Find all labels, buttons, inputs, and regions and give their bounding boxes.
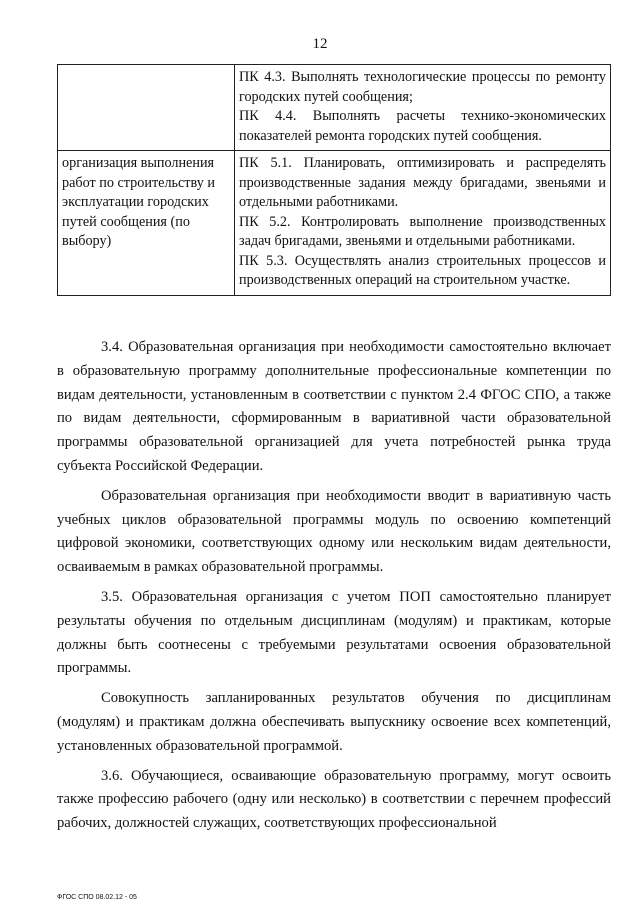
body-text <box>57 336 611 842</box>
paragraph: 3.6. Обучающиеся, осваивающие образовательную программу, могут освоить также профессию рабочего (одну или несколько) в соответствии с перечнем профессий рабочих, должностей служащих, соответствующих профессиональной <box>57 767 611 832</box>
paragraph: 3.4. Образовательная организация при необходимости самостоятельно включает в образовательную программу дополнительные профессиональные компетенции по видам деятельности, установленным в соответствии с пунктом 2.4 ФГОС СПО, а также по видам деятельности, сформированным в вариативной части образовательной программы образовательной организацией для учета потребностей рынка труда субъекта Российской Федерации. <box>57 339 611 474</box>
paragraph: Совокупность запланированных результатов обучения по дисциплинам (модулям) и практикам должна обеспечивать выпускнику освоение всех компетенций, установленных образовательной программой. <box>57 690 611 754</box>
activity-cell: организация выполнения работ по строительству и эксплуатации городских путей сообщения (по выбору) <box>58 151 235 296</box>
document-code-footer: ФГОС СПО 08.02.12 - 05 <box>57 894 137 901</box>
pk-item: ПК 4.3. Выполнять технологические процессы по ремонту городских путей сообщения; <box>239 69 606 105</box>
competencies-table <box>57 64 611 296</box>
paragraph: Образовательная организация при необходимости вводит в вариативную часть учебных циклов образовательной программы модуль по освоению компетенций цифровой экономики, соответствующих одному или нескольким видам деятельности, осваиваемым в рамках образовательной программы. <box>57 487 611 576</box>
table-row <box>58 65 611 151</box>
pk-item: ПК 4.4. Выполнять расчеты технико-экономических показателей ремонта городских путей сообщения. <box>239 108 606 144</box>
paragraph: 3.5. Образовательная организация с учетом ПОП самостоятельно планирует результаты обучения по отдельным дисциплинам (модулям) и практикам, которые должны быть соотнесены с требуемыми результатами освоения образовательной программы. <box>57 588 611 677</box>
pk-item: ПК 5.3. Осуществлять анализ строительных процессов и производственных операций на строительном участке. <box>239 252 606 288</box>
table-row <box>58 151 611 296</box>
pk-item: ПК 5.2. Контролировать выполнение производственных задач бригадами, звеньями и отдельными работниками. <box>239 213 606 249</box>
pk-cell <box>235 151 611 296</box>
page-number: 12 <box>312 36 328 52</box>
pk-item: ПК 5.1. Планировать, оптимизировать и распределять производственные задания между бригадами, звеньями и отдельными работниками. <box>239 155 606 210</box>
pk-cell <box>235 65 611 151</box>
activity-cell <box>58 65 235 151</box>
